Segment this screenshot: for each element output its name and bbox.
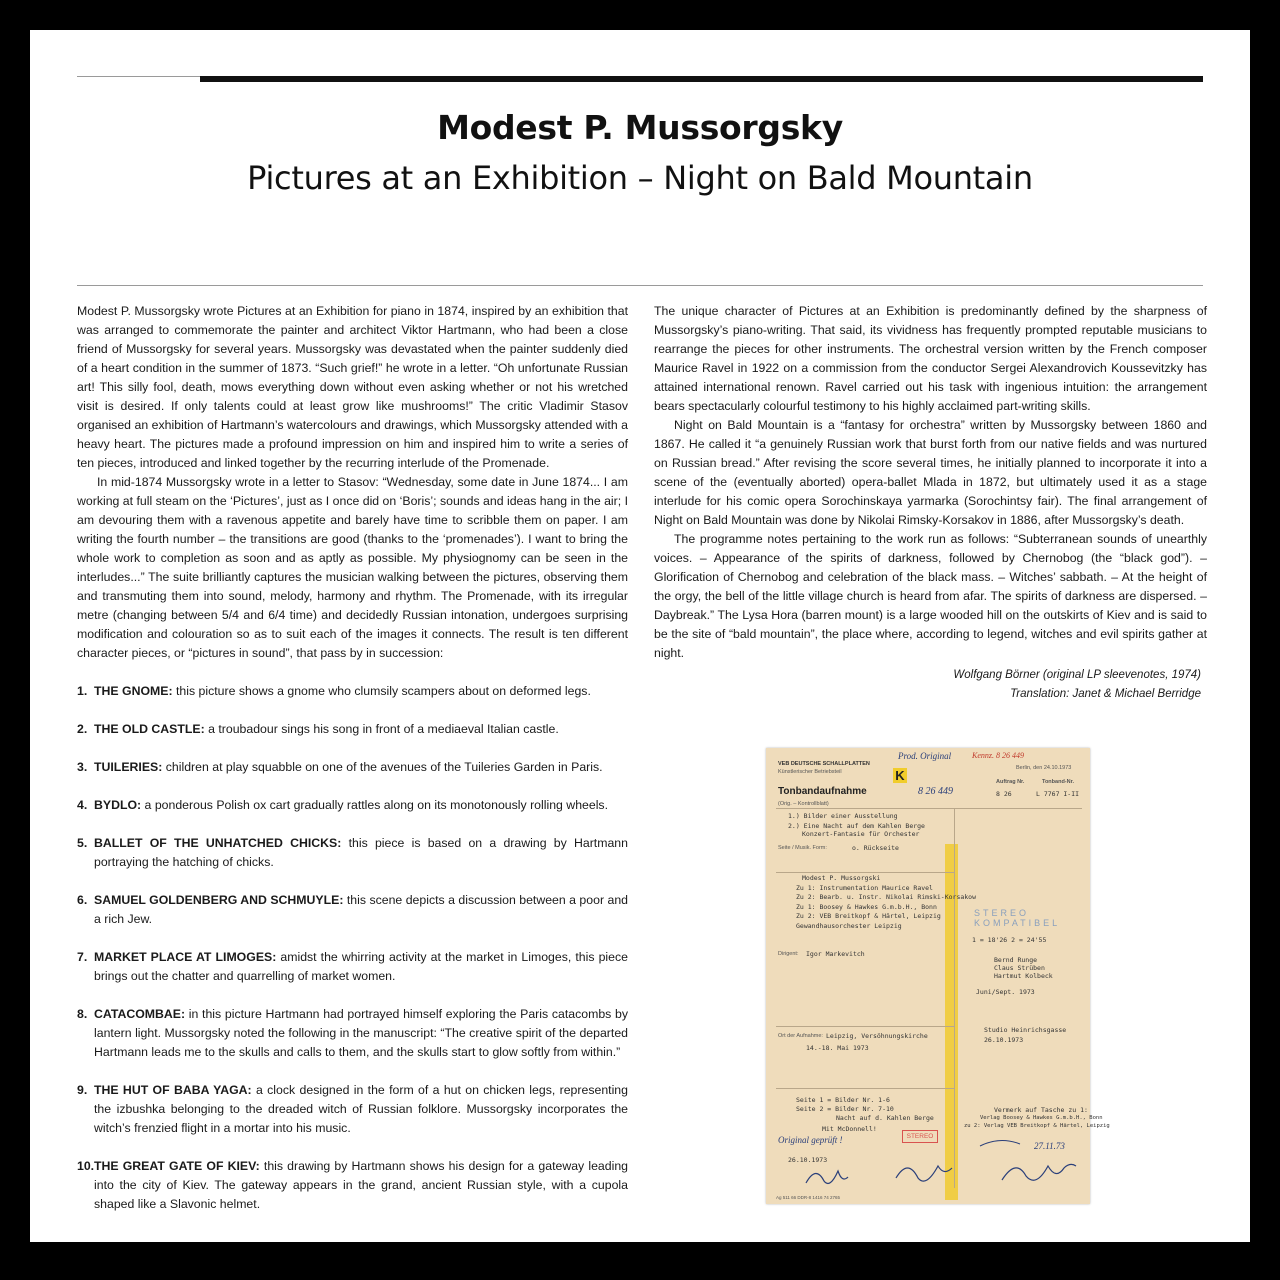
piece-number: 5.: [77, 836, 88, 850]
scan-date-bottom: 26.10.1973: [788, 1156, 828, 1164]
work-title: Pictures at an Exhibition – Night on Bald Mountain: [247, 159, 1033, 197]
list-item: [77, 834, 628, 872]
scan-aufnahme-ort: Leipzig, Versöhnungskirche: [826, 1032, 928, 1040]
piece-number: 10.: [77, 1159, 95, 1173]
intro-paragraph-2: In mid-1874 Mussorgsky wrote in a letter to Stasov: “Wednesday, some date in June 1874... I am working at full steam on the ‘Pictures’, just as I once did on ‘Boris’; sounds and ideas hang in the air; I am devouring them with a ravenous appetite and barely have time to scribble them on paper. I am writing the fourth number – the transitions are good (thanks to the ‘promenades’). I want to bring the whole work to completion as soon and as aptly as possible. My physiognomy can be seen in the interludes...” The suite brilliantly captures the musician walking between the pictures, observing them and transmuting them into sound, melody, harmony and rhythm. The Promenade, with its irregular metre (changing between 5/4 and 6/4 time) and decidedly Russian intonation, undergoes surprising modification and colouration so as to suit each of the images it connects. The result is ten different character pieces, or “pictures in sound”, that pass by in succession:: [77, 475, 628, 660]
piece-number: 2.: [77, 722, 88, 736]
scan-company: VEB DEUTSCHE SCHALLPLATTEN: [778, 761, 870, 767]
scan-vermerk-2: Verlag Boosey & Hawkes G.m.b.H., Bonn: [980, 1115, 1103, 1121]
scan-auftrag-label: Auftrag Nr.: [996, 779, 1025, 785]
scan-aufnahme-datum: 14.-18. Mai 1973: [806, 1044, 869, 1052]
scan-tonband-value: L 7767 I-II: [1036, 790, 1080, 798]
list-item: [77, 948, 628, 986]
piece-description: this drawing by Hartmann shows his design for a gateway leading into the city of Kiev. The gateway appears in the grand, ancient Russian style, with a cupola shaped like a Slavonic helmet.: [94, 1159, 629, 1211]
scan-kopplung-2: Seite 2 = Bilder Nr. 7-10: [796, 1105, 894, 1113]
scan-kopplung-3: Nacht auf d. Kahlen Berge: [836, 1114, 934, 1122]
scan-form-title: Tonbandaufnahme: [778, 786, 867, 797]
title-divider: [77, 285, 1203, 286]
list-item: [77, 758, 628, 777]
piece-description: amidst the whirring activity at the market in Limoges, this piece brings out the chatter and quarrelling of market women.: [94, 950, 628, 983]
list-item: [77, 796, 628, 815]
scan-titel-2: 2.) Eine Nacht auf dem Kahlen Berge: [788, 822, 925, 830]
scan-orchester: Gewandhausorchester Leipzig: [796, 922, 902, 930]
scan-kopplung-1: Seite 1 = Bilder Nr. 1-6: [796, 1096, 890, 1104]
piece-description: in this picture Hartmann had portrayed himself exploring the Paris catacombs by lantern light. Mussorgsky noted the following in the manuscript: “The creative spirit of the departed Hartmann leads me to the skulls and calls to them, and the skulls start to glow softly from within.”: [94, 1007, 628, 1059]
scan-seite-label: Seite / Musik. Form:: [778, 845, 827, 851]
scan-date-right: 27.11.73: [1034, 1141, 1065, 1151]
handwritten-signatures: [766, 748, 1090, 1204]
piece-description: this scene depicts a discussion between a poor and a rich Jew.: [94, 893, 628, 926]
piece-description: children at play squabble on one of the avenues of the Tuileries Garden in Paris.: [162, 760, 603, 774]
scan-seite-value: o. Rückseite: [852, 844, 899, 852]
author-credit: Wolfgang Börner (original LP sleevenotes, 1974): [953, 669, 1201, 681]
credits: [654, 666, 1207, 704]
scan-dirigent-label: Dirigent:: [778, 951, 799, 957]
piece-number: 1.: [77, 684, 88, 698]
scan-bearbeitung-1: Zu 1: Instrumentation Maurice Ravel: [796, 884, 933, 892]
list-item: [77, 1005, 628, 1062]
piece-number: 4.: [77, 798, 88, 812]
sleeve-notes-page: [30, 30, 1250, 1242]
translation-credit: Translation: Janet & Michael Berridge: [1010, 688, 1201, 700]
scan-form-sub: (Orig. – Kontrollblatt): [778, 801, 829, 807]
scan-komponist: Modest P. Mussorgski: [802, 874, 881, 882]
bald-mountain-paragraph: Night on Bald Mountain is a “fantasy for orchestra” written by Mussorgsky between 1860 and 1867. He called it “a genuinely Russian work that burst forth from our native fields and was nurtured on Russian bread.” After revising the score several times, he initially planned to incorporate it into a scene of the (eventually aborted) opera-ballet Mlada in 1872, but ultimately used it as a stage interlude for his comic opera Sorochinskaya yarmarka (Sorochintsy fair). The final arrangement of Night on Bald Mountain was done by Nikolai Rimsky-Korsakov in 1886, after Mussorgsky’s death.: [654, 418, 1207, 527]
title-block: [30, 108, 1250, 197]
list-item: [77, 1081, 628, 1138]
scan-tonmeister-1: Bernd Runge: [994, 956, 1038, 964]
scan-company-sub: Künstlerischer Betriebsteil: [778, 769, 842, 775]
piece-description: this piece is based on a drawing by Hartmann portraying the hatching of chicks.: [94, 836, 628, 869]
scan-schnitt-datum: Juni/Sept. 1973: [976, 988, 1035, 996]
piece-name: TUILERIES:: [94, 760, 163, 774]
piece-description: a clock designed in the form of a hut on chicken legs, representing the izbushka belonging to the dreaded witch of Russian folklore. Mussorgsky incorporates the witch’s frenzied flight in a mortar into his music.: [94, 1083, 628, 1135]
stereo-label: STEREO: [974, 908, 1030, 918]
scan-tonband-label: Tonband-Nr.: [1042, 779, 1074, 785]
scan-tonmeister-2: Claus Strüben: [994, 964, 1045, 972]
piece-name: CATACOMBAE:: [94, 1007, 186, 1021]
scan-studio-datum: 26.10.1973: [984, 1036, 1024, 1044]
scan-tonmeister-3: Hartmut Kolbeck: [994, 972, 1053, 980]
scan-footer: Ag 511 66 DDR-8 1416 74 2765: [776, 1195, 840, 1200]
piece-name: THE GREAT GATE OF KIEV:: [94, 1159, 260, 1173]
ravel-paragraph: The unique character of Pictures at an Exhibition is predominantly defined by the sharpness of Mussorgsky’s piano-writing. That said, its vividness has frequently prompted reputable musicians to rearrange the pieces for other instruments. The orchestral version written by the French composer Maurice Ravel in 1922 on a commission from the conductor Sergei Alexandrovich Koussevitzky has attained international renown. Ravel carried out his task with ingenious intuition: the arrangement bears spectacularly colourful testimony to his highly acclaimed part-writing skills.: [654, 304, 1207, 413]
piece-name: SAMUEL GOLDENBERG AND SCHMUYLE:: [94, 893, 344, 907]
piece-name: THE GNOME:: [94, 684, 173, 698]
scan-spielzeit: 1 = 18'26 2 = 24'55: [972, 936, 1047, 944]
piece-name: THE OLD CASTLE:: [94, 722, 205, 736]
piece-name: BALLET OF THE UNHATCHED CHICKS:: [94, 836, 342, 850]
piece-number: 8.: [77, 1007, 88, 1021]
recording-document-scan: [766, 748, 1110, 1204]
piece-number: 3.: [77, 760, 88, 774]
scan-bearbeitung-2: Zu 2: Bearb. u. Instr. Nikolai Rimski-Korsakow: [796, 893, 977, 901]
scan-vermerk-3: zu 2: Verlag VEB Breitkopf & Härtel, Leipzig: [964, 1123, 1110, 1129]
scan-dirigent: Igor Markevitch: [806, 950, 865, 958]
programme-paragraph: The programme notes pertaining to the work run as follows: “Subterranean sounds of unearthly voices. – Appearance of the spirits of darkness, followed by Chernobog (the “black god”). – Glorification of Chernobog and celebration of the black mass. – Witches’ sabbath. – At the height of the orgy, the bell of the little village church is heard from afar. The spirits of darkness are dispersed. – Daybreak.” The Lysa Hora (barren mount) is a large wooded hill on the outskirts of Kiev and is said to be the site of “bald mountain”, the place where, according to legend, witches and evil spirits gather at night.: [654, 532, 1207, 660]
piece-number: 7.: [77, 950, 88, 964]
scan-mit: Mit McDonnell!: [822, 1125, 877, 1133]
composer-name: Modest P. Mussorgsky: [437, 108, 843, 147]
left-column: [77, 302, 628, 1233]
scan-original-geprueft: Original geprüft !: [778, 1135, 843, 1145]
piece-number: 6.: [77, 893, 88, 907]
piece-name: THE HUT OF BABA YAGA:: [94, 1083, 252, 1097]
scan-berlin-date: Berlin, den 24.10.1973: [1016, 765, 1072, 771]
pieces-list: [77, 682, 628, 1214]
piece-description: a ponderous Polish ox cart gradually rattles along on its monotonously rolling wheels.: [141, 798, 609, 812]
intro-paragraph-1: Modest P. Mussorgsky wrote Pictures at an Exhibition for piano in 1874, inspired by an exhibition that was arranged to commemorate the painter and architect Viktor Hartmann, who had been a close friend of Mussorgsky for several years. Mussorgsky was devastated when the painter suddenly died of a heart condition in the summer of 1873. “Such grief!” he wrote in a letter. “Oh unfortunate Russian art! This silly fool, death, mows everything down without even asking whether or not his wretched visit is desired. If only talents could at least grow like mushrooms!” The critic Vladimir Stasov organised an exhibition of Hartmann’s watercolours and drawings, which Mussorgsky attended with a heavy heart. The pictures made a profound impression on him and inspired him to write a series of ten pieces, introduced and linked together by the recurring interlude of the Promenade.: [77, 304, 628, 470]
scan-vermerk: Vermerk auf Tasche zu 1:: [994, 1106, 1088, 1114]
scan-titel-3: Konzert-Fantasie für Orchester: [802, 830, 920, 838]
piece-description: a troubadour sings his song in front of a mediaeval Italian castle.: [204, 722, 559, 736]
scan-studio: Studio Heinrichsgasse: [984, 1026, 1067, 1034]
scan-handwritten-top: Prod. Original: [898, 751, 952, 761]
scan-handwritten-number: 8 26 449: [918, 786, 953, 797]
scan-auftrag-value: 8 26: [996, 790, 1012, 798]
piece-number: 9.: [77, 1083, 88, 1097]
list-item: [77, 891, 628, 929]
scan-titel-1: 1.) Bilder einer Ausstellung: [788, 812, 898, 820]
title-bar: [200, 76, 1203, 82]
red-stamp: STEREO: [902, 1130, 938, 1143]
list-item: [77, 720, 628, 739]
piece-name: MARKET PLACE AT LIMOGES:: [94, 950, 277, 964]
piece-name: BYDLO:: [94, 798, 142, 812]
right-column: [654, 302, 1207, 704]
k-mark: K: [893, 768, 907, 783]
kompatibel-label: KOMPATIBEL: [974, 918, 1061, 928]
piece-description: this picture shows a gnome who clumsily scampers about on deformed legs.: [172, 684, 591, 698]
scan-handwritten-red: Kennz. 8 26 449: [972, 751, 1024, 760]
list-item: [77, 1157, 628, 1214]
scan-aufnahme-ort-label: Ort der Aufnahme:: [778, 1033, 823, 1039]
scan-verlag-2: Zu 2: VEB Breitkopf & Härtel, Leipzig: [796, 912, 941, 920]
list-item: [77, 682, 628, 701]
scan-verlag-1: Zu 1: Boosey & Hawkes G.m.b.H., Bonn: [796, 903, 937, 911]
